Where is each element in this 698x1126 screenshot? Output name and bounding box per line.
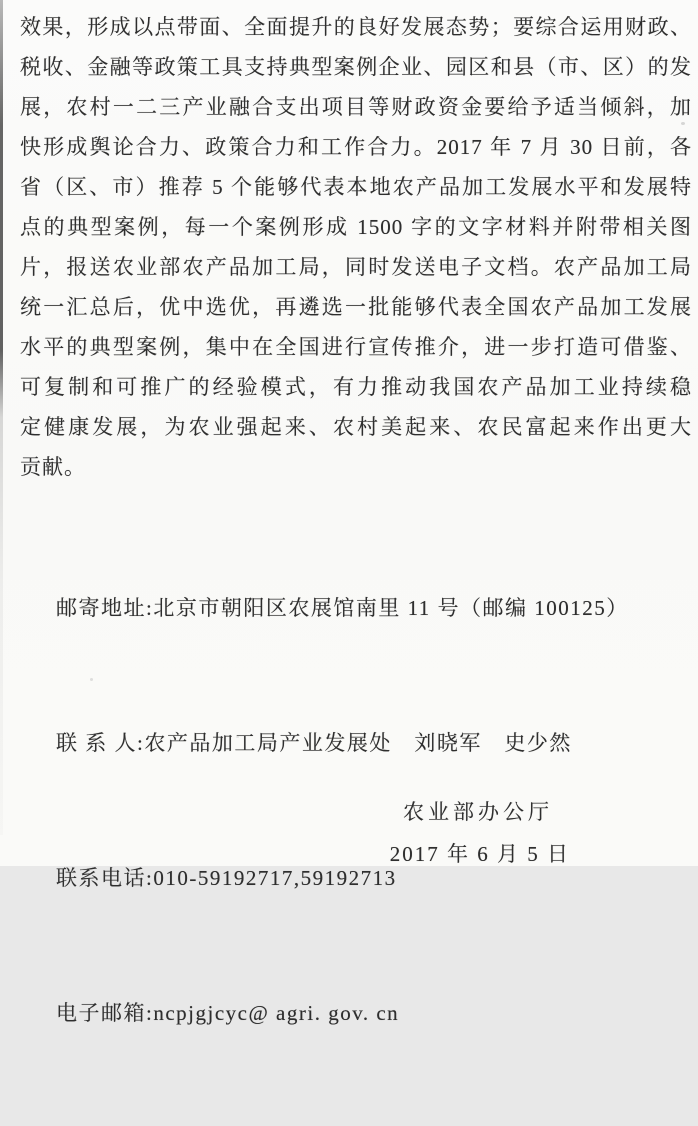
scan-edge-artifact — [0, 0, 3, 835]
body-line: 展，农村一二三产业融合支出项目等财政资金要给予适当倾斜，加 — [20, 95, 692, 119]
body-line: 贡献。 — [20, 455, 86, 479]
body-line: 可复制和可推广的经验模式，有力推动我国农产品加工业持续稳 — [20, 375, 692, 399]
contact-person-line: 联 系 人:农产品加工局产业发展处 刘晓军 史少然 — [56, 731, 572, 755]
body-line: 水平的典型案例，集中在全国进行宣传推介，进一步打造可借鉴、 — [20, 335, 692, 359]
signature-date: 2017 年 6 月 5 日 — [389, 842, 570, 866]
contact-address-line: 邮寄地址:北京市朝阳区农展馆南里 11 号（邮编 100125） — [56, 596, 629, 620]
body-line: 省（区、市）推荐 5 个能够代表本地农产品加工发展水平和发展特 — [20, 175, 692, 199]
body-line: 点的典型案例，每一个案例形成 1500 字的文字材料并附带相关图 — [20, 215, 692, 239]
body-line: 快形成舆论合力、政策合力和工作合力。2017 年 7 月 30 日前，各 — [20, 135, 692, 159]
contact-email-line: 电子邮箱:ncpjgjcyc@ agri. gov. cn — [56, 1001, 400, 1025]
body-line: 片，报送农业部农产品加工局，同时发送电子文档。农产品加工局 — [20, 255, 692, 279]
body-paragraph — [20, 7, 692, 487]
body-line: 税收、金融等政策工具支持典型案例企业、园区和县（市、区）的发 — [20, 55, 692, 79]
signature-org: 农业部办公厅 — [403, 800, 553, 824]
contact-block — [56, 496, 688, 1126]
body-line: 统一汇总后，优中选优，再遴选一批能够代表全国农产品加工发展 — [20, 295, 692, 319]
body-line: 定健康发展，为农业强起来、农村美起来、农民富起来作出更大 — [20, 415, 692, 439]
body-line: 效果，形成以点带面、全面提升的良好发展态势；要综合运用财政、 — [20, 15, 692, 39]
contact-phone-line: 联系电话:010-59192717,59192713 — [56, 866, 397, 890]
